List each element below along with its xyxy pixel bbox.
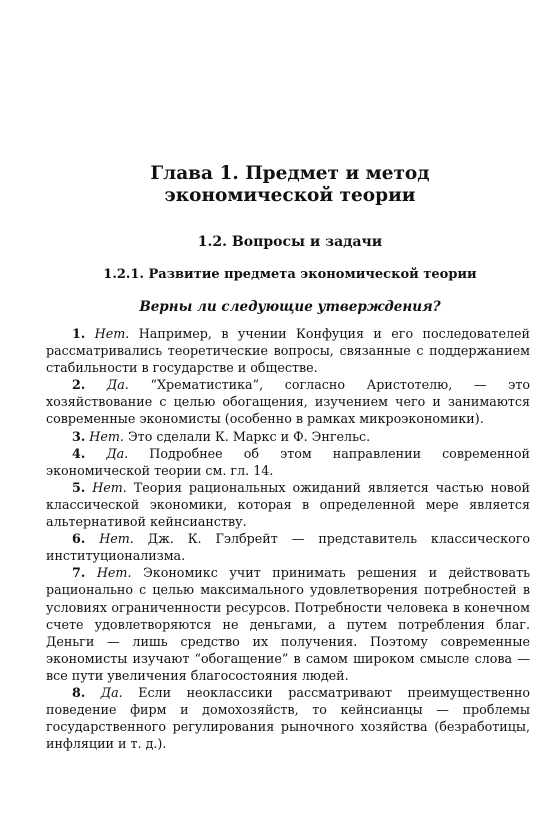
answer-number: 6. — [72, 531, 86, 547]
answer-text: Если неоклассики рассматривают преимущественно поведение фирм и домохозяйств, то кейнсианцы — проблемы государственного регулирования рыночного хозяйства (безработицы, инфляции и т. д.). — [46, 684, 530, 752]
answer-item — [46, 376, 530, 427]
answer-text: Экономикс учит принимать решения и действовать рационально с целью максимального удовлетворения потребностей в условиях ограниченности ресурсов. Потребности человека в конечном счете удовлетворяются не деньгами, а путем потребления благ. Деньги — лишь средство их получения. Поэтому современные экономисты изучают “обогащение” в самом широком смысле слова — все пути увеличения благосостояния людей. — [46, 565, 530, 683]
answer-item — [46, 684, 530, 752]
answer-verdict: Да. — [106, 377, 129, 393]
answer-item — [46, 564, 530, 684]
answer-item — [46, 428, 530, 445]
answer-number: 1. — [72, 326, 86, 341]
chapter-title — [60, 163, 520, 207]
answer-verdict: Нет. — [96, 565, 132, 581]
answer-number: 5. — [72, 479, 86, 495]
answer-item — [46, 325, 530, 376]
answer-text: Дж. К. Гэлбрейт — представитель классического институционализма. — [46, 531, 530, 564]
answers-list — [46, 325, 530, 752]
answer-number: 7. — [72, 565, 86, 581]
answer-item — [46, 445, 530, 479]
answer-verdict: Да. — [100, 684, 123, 700]
answer-text: “Хрематистика”, согласно Аристотелю, — это хозяйствование с целью обогащения, изучением чего и занимаются современные экономисты (особенно в рамках микроэкономики). — [46, 377, 530, 427]
answer-verdict: Да. — [106, 445, 129, 461]
answer-verdict: Нет. — [99, 531, 134, 547]
chapter-title-line-1: Глава 1. Предмет и метод — [150, 163, 430, 184]
answer-text: Теория рациональных ожиданий является частью новой классической экономики, которая в определенной мере является альтернативой кейнсианству. — [46, 479, 530, 530]
answer-verdict: Нет. — [89, 428, 124, 444]
answer-number: 8. — [72, 684, 86, 700]
chapter-title-line-2: экономической теории — [164, 185, 416, 206]
section-heading: 1.2. Вопросы и задачи — [197, 234, 383, 250]
subsection-heading: 1.2.1. Развитие предмета экономической теории — [103, 267, 477, 282]
answer-verdict: Нет. — [92, 479, 127, 495]
answer-text: Например, в учении Конфуция и его последователей рассматривались теоретические вопросы, связанные с поддержанием стабильности в государстве и обществе. — [46, 326, 530, 376]
answer-number: 3. — [72, 428, 86, 444]
answer-verdict: Нет. — [94, 326, 130, 341]
answer-item — [46, 530, 530, 564]
question-heading: Верны ли следующие утверждения? — [139, 299, 441, 315]
answer-number: 4. — [72, 445, 86, 461]
answer-text: Подробнее об этом направлении современной экономической теории см. гл. 14. — [46, 445, 530, 478]
answer-text: Это сделали К. Маркс и Ф. Энгельс. — [123, 428, 371, 444]
answer-item — [46, 479, 530, 530]
answer-number: 2. — [72, 377, 86, 393]
